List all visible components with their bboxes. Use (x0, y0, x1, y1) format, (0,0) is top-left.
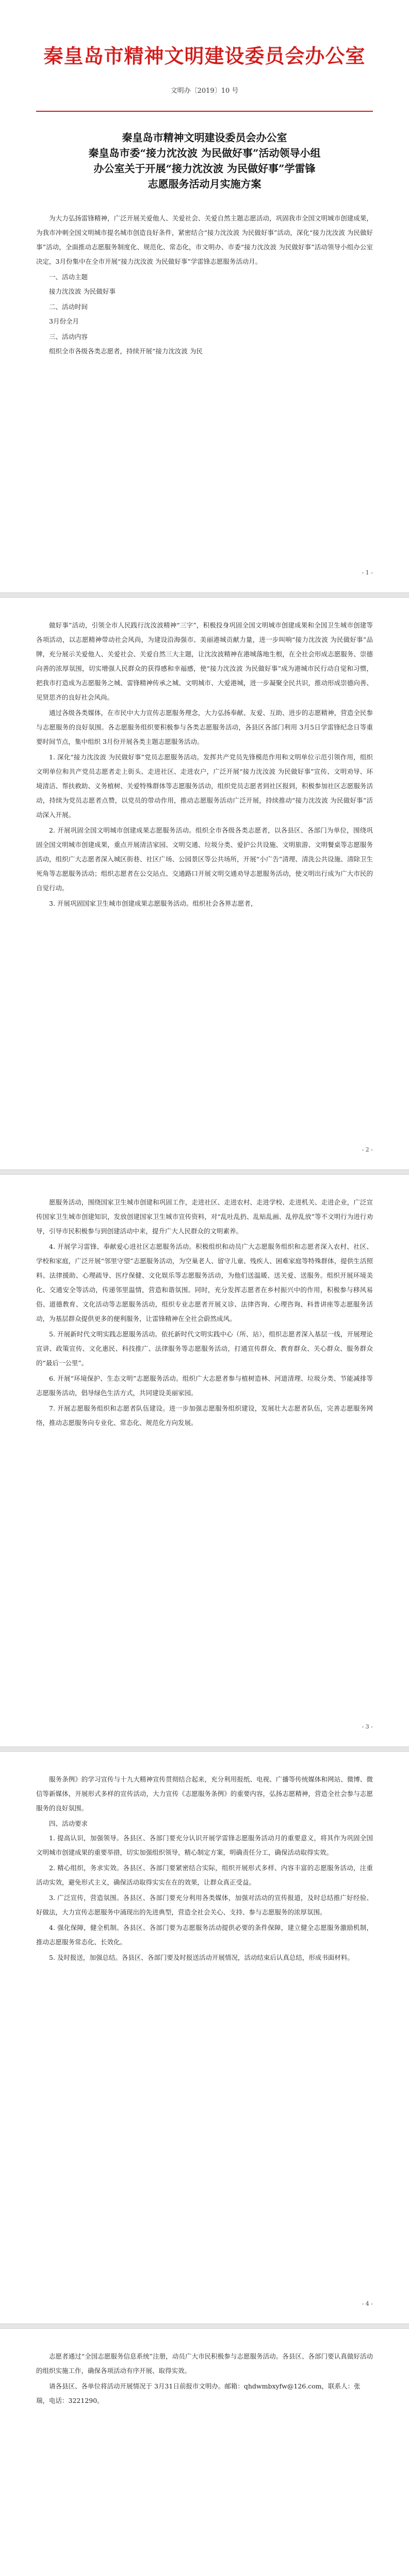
body-paragraph: 接力沈汝波 为民做好事 (49, 287, 116, 295)
body-paragraph: 3. 开展巩固国家卫生城市创建成果志愿服务活动。组织社会各界志愿者， (49, 900, 257, 907)
page-break (0, 1170, 409, 1175)
body-paragraph: 5. 开展新时代文明实践志愿服务活动。依托新时代文明实践中心（所、站），组织志愿者深入基层一线，开展理论宣讲、政策宣传、文化惠民、科技推广、法律服务等志愿服务活动，打通宣传群众、教育群众、关心群众、服务群众的“最后一公里”。 (36, 1330, 373, 1367)
red-divider-rule (36, 111, 373, 112)
page-1 (36, 211, 373, 592)
document-number: 文明办〔2019〕10 号 (170, 87, 239, 95)
body-paragraph: 服务条例》的学习宣传与十九大精神宣传贯彻结合起来，充分利用报纸、电视、广播等传统媒体和网站、微博、微信等新媒体，开展形式多样的宣传活动，大力宣传《志愿服务条例》的重要内容，弘扬志愿精神，营造全社会参与志愿服务的良好氛围。 (36, 1775, 373, 1812)
document-header (0, 0, 409, 190)
section-heading: 三、活动内容 (49, 333, 88, 341)
body-paragraph: 2. 精心组织，务求实效。各县区、各部门要紧密结合实际，组织开展形式多样、内容丰富的志愿服务活动，注重活动实效，避免形式主义，确保活动取得实实在在的效果，让群众真正受益。 (36, 1864, 373, 1886)
body-paragraph: 3月份全月 (49, 317, 79, 325)
body-paragraph: 组织全市各级各类志愿者，持续开展“接力沈汝波 为民 (49, 347, 203, 355)
body-paragraph: 6. 开展“环境保护、生态文明”志愿服务活动。组织广大志愿者参与植树造林、河道清理、垃圾分类、节能减排等志愿服务活动，倡导绿色生活方式，共同建设美丽家园。 (36, 1375, 373, 1397)
page-number: - 1 - (362, 569, 373, 576)
body-paragraph: 志愿者通过“全国志愿服务信息系统”注册，动员广大市民积极参与志愿服务活动。各县区、各部门要认真做好活动的组织实施工作，确保各项活动有序开展、取得实效。 (36, 2352, 373, 2375)
body-paragraph: 4. 开展学习雷锋、奉献爱心进社区志愿服务活动。积极组织和动员广大志愿服务组织和志愿者深入农村、社区、学校和家庭，广泛开展“邻里守望”志愿服务活动，为空巢老人、留守儿童、残疾人、困难家庭等特殊群体，提供生活照料、法律援助、心理疏导、医疗保健、文化娱乐等志愿服务活动，为他们送温暖、送关爱、送服务。组织开展环境美化、交通安全等活动，传递邻里温情，营造和谐氛围。同时，充分发挥志愿者在乡村振兴中的作用，积极参与移风易俗、道德教育、文化活动等志愿服务活动，组织专业志愿者开展义诊、法律咨询、心理咨询、科普讲座等志愿服务活动，为基层群众提供更多的便利服务，让雷锋精神在全社会蔚然成风。 (36, 1243, 373, 1323)
body-paragraph: 5. 及时报送，加强总结。各县区、各部门要及时报送活动开展情况，活动结束后认真总结，形成书面材料。 (49, 1954, 354, 1961)
section-heading: 一、活动主题 (49, 273, 88, 281)
page-break (0, 1747, 409, 1752)
body-paragraph: 2. 开展巩固全国文明城市创建成果志愿服务活动。组织全市各级各类志愿者，以各县区、各部门为单位，围绕巩固全国文明城市创建成果，重点开展清洁家园、文明交通、垃圾分类、爱护公共设施、文明旅游、文明餐桌等志愿服务活动，组织广大志愿者深入城区街巷、社区广场、公园景区等公共场所，开展“小广告”清理、清洗公共设施、清除卫生死角等志愿服务活动；组织志愿者在公交站点、交通路口开展文明交通劝导志愿服务活动，使文明出行成为广大市民的自觉行动。 (36, 826, 373, 892)
section-heading: 四、活动要求 (49, 1820, 88, 1827)
page-break (0, 2324, 409, 2329)
body-paragraph: 通过各级各类媒体，在市民中大力宣传志愿服务理念，大力弘扬奉献、友爱、互助、进步的志愿精神，营造全民参与志愿服务的良好氛围。各志愿服务组织要积极参与各类志愿服务活动，各县区各部门利用 3月5日学雷锋纪念日等重要时间节点，集中组织 3月份开展各类主题志愿服务活动。 (36, 709, 373, 745)
section-heading: 二、活动时间 (49, 303, 88, 311)
body-paragraph: 4. 强化保障，健全机制。各县区、各部门要为志愿服务活动提供必要的条件保障，建立健全志愿服务激励机制，推动志愿服务常态化、长效化。 (36, 1924, 373, 1946)
body-paragraph: 3. 广泛宣传，营造氛围。各县区、各部门要充分利用各类媒体，加强对活动的宣传报道，及时总结推广好经验、好做法，大力宣传志愿服务中涌现出的先进典型，营造全社会关心、支持、参与志愿服务的浓厚氛围。 (36, 1894, 373, 1916)
title-line: 秦皇岛市委“接力沈汝波 为民做好事”活动领导小组 (88, 147, 321, 159)
page-number: - 4 - (362, 2300, 373, 2307)
document-title (36, 130, 373, 192)
body-paragraph: 愿服务活动，围绕国家卫生城市创建和巩固工作，走进社区、走进农村、走进学校、走进机关、走进企业，广泛宣传国家卫生城市创建知识，发放创建国家卫生城市宣传资料，对“乱吐乱扔、乱贴乱画、乱停乱放”等不文明行为进行劝导，引导市民积极参与到创建活动中来，提升广大人民群众的文明素养。 (36, 1198, 373, 1235)
title-line: 秦皇岛市精神文明建设委员会办公室 (122, 131, 287, 144)
body-paragraph: 7. 开展志愿服务组织和志愿者队伍建设。进一步加强志愿服务组织建设，发展壮大志愿者队伍，完善志愿服务网络，推动志愿服务向专业化、常态化、规范化方向发展。 (36, 1404, 373, 1427)
title-line: 办公室关于开展“接力沈汝波 为民做好事”学雷锋 (93, 162, 316, 175)
page-break (0, 592, 409, 598)
body-paragraph: 做好事”活动，引领全市人民践行沈汝波精神“三字”，积极投身巩固全国文明城市创建成果和全国卫生城市创建等各项活动，以志愿精神带动社会风尚，为建设沿海强市、美丽港城贡献力量，进一步叫响“接力沈汝波 为民做好事”品牌，充分展示关爱他人、关爱社会、关爱自然三大主题，让沈汝波精神在港城落地生根，在全社会形成志愿服务、崇德向善的浓厚氛围，切实增强人民群众的获得感和幸福感，使“接力沈汝波 为民做好事”成为港城市民行动自觉和习惯，把我市打造成为志愿服务之城、雷锋精神传承之城、文明城市、大爱港城，进一步凝聚全民共识，推动形成崇德向善、见贤思齐的良好社会风尚。 (36, 621, 373, 701)
page-5 (36, 2349, 373, 2576)
page-3 (36, 1195, 373, 1741)
title-line: 志愿服务活动月实施方案 (148, 178, 261, 190)
body-paragraph: 1. 深化“接力沈汝波 为民做好事”党员志愿服务活动。发挥共产党员先锋模范作用和文明单位示范引领作用，组织文明单位和共产党员志愿者走上街头、走进社区、走进农户，广泛开展“接力沈汝波 为民做好事”宣传、文明劝导、环境清洁、帮扶救助、义务植树、关爱特殊群体等志愿服务活动，组织党员志愿者到社区报到，积极参加社区志愿服务活动，持续为党员志愿者点赞，以党员的带动作用，推动志愿服务活动广泛开展，持续推动“接力沈汝波 为民做好事”活动深入开展。 (36, 753, 373, 819)
contact-information: 请各县区、各单位将活动开展情况于 3月31日前报市文明办。邮箱：qhdwmbxyfw@126.com，联系人：张瑞，电话：3221290。 (36, 2382, 361, 2404)
office-name-heading: 秦皇岛市精神文明建设委员会办公室 (43, 44, 366, 67)
body-paragraph: 1. 提高认识，加强领导。各县区、各部门要充分认识开展学雷锋志愿服务活动月的重要意义，将其作为巩固全国文明城市创建成果的重要举措，切实加强组织领导，精心制定方案，明确责任分工，确保活动取得实效。 (36, 1834, 373, 1856)
page-number: - 3 - (362, 1723, 373, 1730)
page-4 (36, 1772, 373, 2318)
page-number: - 2 - (362, 1146, 373, 1153)
page-2 (36, 618, 373, 1164)
body-paragraph: 为大力弘扬雷锋精神，广泛开展关爱他人、关爱社会、关爱自然主题志愿活动，巩固我市全国文明城市创建成果，为我市冲刺全国文明城市提名城市创造良好条件，紧密结合“接力沈汝波 为民做好事”活动，深化“接力沈汝波 为民做好事”活动，全面推动志愿服务制度化、规范化、常态化，市文明办、市委“接力沈汝波 为民做好事”活动领导小组办公室决定，3月份集中在全市开展“接力沈汝波 为民做好事”学雷锋志愿服务活动月。 (36, 214, 373, 265)
